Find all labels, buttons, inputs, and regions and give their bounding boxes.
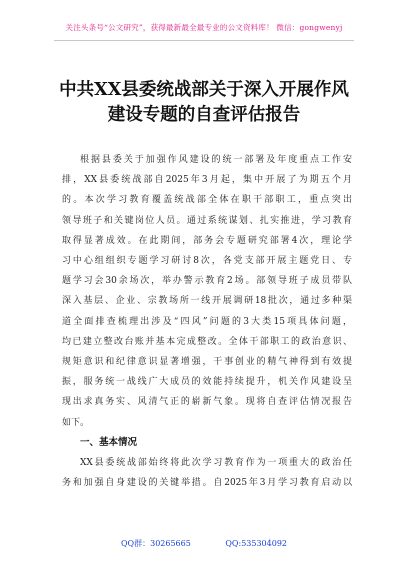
text-line: 的。本次学习教育覆盖统战部全体在职干部职工，重点突出 (62, 195, 352, 206)
paragraph-basic-situation (62, 453, 352, 493)
text-line: 根据县委关于加强作风建设的统一部署及年度重点工作安 (80, 155, 352, 165)
footer-qq-group: QQ群：30265665 (120, 539, 191, 548)
text-line: 题学习会30余场次，举办警示教育2场。部领导班子成员带队 (62, 276, 352, 287)
text-line: 排，XX县委统战部自2025年3月起，集中开展了为期五个月 (62, 175, 352, 186)
text-line: 振，服务统一战线广大成员的效能持续提升，机关作风建设呈 (62, 377, 352, 388)
text-line: 现出求真务实、风清气正的崭新气象。现将自查评估情况报告 (62, 397, 352, 408)
text-line: 均已建立整改台账并基本完成整改。全体干部职工的政治意识、 (62, 336, 352, 347)
header-banner: 关注头条号“公文研究”，获得最新最全最专业的公文资料库！ 微信：gongwenyj (65, 23, 343, 32)
section-heading-basic-situation: 一、基本情况 (80, 436, 138, 448)
text-line: XX县委统战部始终将此次学习教育作为一项重大的政治任 (80, 457, 352, 468)
footer-contact (0, 538, 408, 549)
text-line: 如下。 (62, 417, 90, 428)
text-line: 规矩意识和纪律意识显著增强，干事创业的精气神得到有效提 (62, 357, 352, 368)
text-line: 道全面排查梳理出涉及“四风”问题的3大类15项具体问题， (62, 316, 352, 327)
footer-qq: QQ:535304092 (225, 539, 287, 548)
text-line: 领导班子和关键岗位人员。通过系统谋划、扎实推进，学习教育 (62, 215, 352, 226)
document-body (62, 150, 352, 493)
title-line-2: 建设专题的自查评估报告 (107, 105, 301, 125)
title-line-1: 中共XX县委统战部关于深入开展作风 (59, 80, 349, 100)
paragraph-intro (62, 150, 352, 433)
text-line: 习中心组组织专题学习研讨8次，各党支部开展主题党日、专 (62, 256, 352, 267)
header-divider (54, 40, 354, 41)
text-line: 取得显著成效。在此期间，部务会专题研究部署4次，理论学 (62, 235, 352, 246)
text-line: 深入基层、企业、宗教场所一线开展调研18批次，通过多种渠 (62, 296, 352, 307)
text-line: 务和加强自身建设的关键举措。自2025年3月学习教育启动以 (62, 478, 352, 489)
document-title (0, 78, 408, 128)
